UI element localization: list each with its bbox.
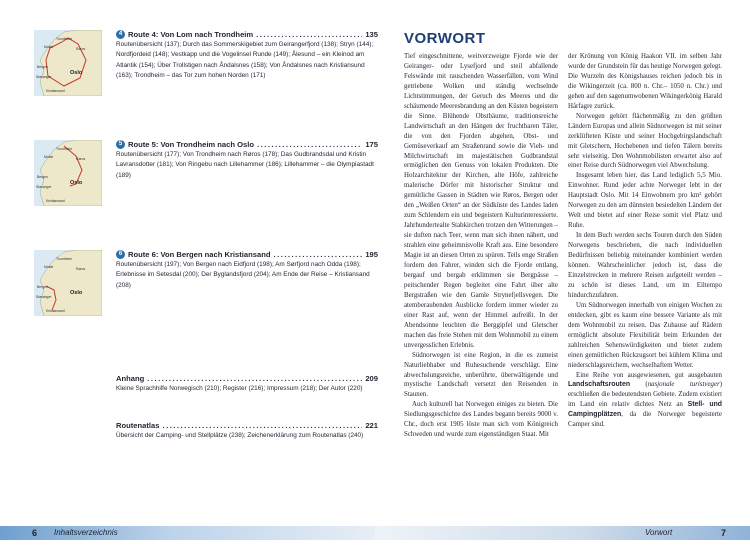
toc-entry-description: Routenübersicht (137); Durch das Sommerskigebiet zum Geirangerfjord (138); Stryn (144); Nordfjordeid (148); Vestkapp und die Vogelinsel Runde (149); Ålesund – ein Kleinod am Atlantik (154); Über Trollstigen nach Åndalsnes (158); Von Åndalsnes nach Kristiansund (163); Trondheim – das Tor zum hohen Norden (171) xyxy=(116,41,374,80)
toc-page-number[interactable]: 221 xyxy=(365,421,378,430)
map-label: Røros xyxy=(76,157,86,161)
italic-term: nasjonale turistveger xyxy=(647,381,720,389)
map-label: Kristiansand xyxy=(46,89,65,93)
text-column-left xyxy=(404,52,558,440)
toc-entry-route-4 xyxy=(34,30,378,140)
toc-entry-description: Routenübersicht (177); Von Trondheim nach Røros (178); Das Gudbrandsdal und Kristin Lavransdotter (181); Von Ringebu nach Lillehammer (186); Lillehammer – die Olympiastadt (189) xyxy=(116,151,374,179)
map-label: Kristiansand xyxy=(46,199,65,203)
paragraph: Auch kulturell hat Norwegen einiges zu bieten. Die Siedlungsgeschichte des Landes begann bereits 9000 v. Chr., doch erst 1905 löste man sich vom Königreich Schweden und wurde zum eigenständigen Staat. Mit xyxy=(404,401,558,439)
route-number-badge: 6 xyxy=(116,250,125,259)
map-label: Røros xyxy=(76,47,86,51)
map-label: Røros xyxy=(76,267,86,271)
map-label: Bergen xyxy=(37,65,48,69)
toc-entry-title[interactable]: Route 6: Von Bergen nach Kristiansand xyxy=(128,250,271,259)
paragraph: Tief eingeschnittene, weitverzweigte Fjorde wie der Geiranger- oder Lysefjord und steil abfallende Felswände mit rauschenden Wasserfällen, vom Wind getriebene Wolken und ständig wechselnde Lichtstimmungen, der Geruch des Meeres und die schäumende Meeresbrandung an den Küsten begeistern die Sinne. Blühende Obstbäume, traditionsreiche Landwirtschaft an den Hängen der fruchtbaren Täler, die von den Fjorden abgehen, Obst- und Gemüseverkauf am Straßenrand sowie die Vieh- und Milchwirtschaft im majestätischen Gudbrandstal ermöglichen den Genuss von lokalen Produkten. Die Holzarchitektur der Kirchen, alte Höfe, zahlreiche malerische Dörfer mit historischer Struktur und gemütliche Gassen in Städten wie Røros, Bergen oder den „Weißen Orten“ an der Südküste des Landes laden zum Schlendern ein und begeistern Kulturinteressierte. Jahrhundertealte Stabkirchen trotzen den Witterungen – sie duften nach Teer, wenn man sich ihnen nähert, und strahlen eine geheimnisvolle Kraft aus. Eine besondere Magie ist an diesen Orten zu spüren. Teils enge Straßen fordern den Fahrer, winden sich die Fjorde entlang, bergauf und bergab erklimmen sie Bergpässe – peitschender Regen begleitet eine Fahrt über alte Bergstraßen wie den Gamle Strynefjellsvegen. Die atemberaubenden Ausblicke fordern immer wieder zu einer Rast auf, wenn der Himmel aufreißt. In der Abendsonne leuchten die Berggipfel und Gletscher machen das freie Stehen mit dem Wohnmobil zu einem unvergesslichen Erlebnis. xyxy=(404,53,558,349)
toc-entry-route-6 xyxy=(34,250,378,360)
toc-entry-title[interactable]: Route 5: Von Trondheim nach Oslo xyxy=(128,140,255,149)
toc-entry-route-5 xyxy=(34,140,378,250)
route-map-thumbnail xyxy=(34,250,102,316)
highlight-term: Landschaftsrouten xyxy=(568,381,631,389)
dot-leader xyxy=(147,374,362,383)
map-label: Trondheim xyxy=(56,257,73,261)
map-label: Trondheim xyxy=(56,37,73,41)
dot-leader xyxy=(256,30,362,39)
toc-entry-anhang xyxy=(34,374,378,421)
dot-leader xyxy=(257,140,362,149)
text-column-right xyxy=(568,52,722,440)
text-run: Eine Reihe von ausgewiesenen, gut ausgebauten xyxy=(576,371,722,379)
toc-entry-description: Kleine Sprachhilfe Norwegisch (210); Register (216); Impressum (218); Der Autor (220) xyxy=(116,385,363,392)
route-number-badge: 4 xyxy=(116,30,125,39)
footer-right xyxy=(375,526,750,540)
toc-page-number[interactable]: 209 xyxy=(365,374,378,383)
text-run: ( xyxy=(630,381,648,389)
toc-entry-description: Routenübersicht (197); Von Bergen nach Eidfjord (198); Am Sørfjord nach Odda (198); Erlebnisse im Setesdal (200); Der Byglandsfjord (204); Am Ende der Reise – Kristiansand (208) xyxy=(116,261,370,289)
toc-entry-title[interactable]: Route 4: Von Lom nach Trondheim xyxy=(128,30,254,39)
foreword xyxy=(404,30,722,440)
map-label: Stavanger xyxy=(36,295,52,299)
paragraph: Um Südnorwegen innerhalb von einigen Wochen zu entdecken, gibt es kaum eine bessere Variante als mit dem Wohnmobil zu reisen. Das Zuhause auf Rädern ermöglicht absolute Flexibilität beim Erkunden der zahlreichen Sehenswürdigkeiten und bietet zudem einen gemütlichen Rückzugsort bei kühlem Klima und niederschlagsreichem, wechselhaftem Wetter. xyxy=(568,301,722,369)
map-label: Oslo xyxy=(70,70,83,76)
dot-leader xyxy=(162,421,362,430)
running-title-left: Inhaltsverzeichnis xyxy=(54,528,118,537)
map-label: Kristiansand xyxy=(46,309,65,313)
toc-page-number[interactable]: 175 xyxy=(365,140,378,149)
map-label: Bergen xyxy=(37,175,48,179)
toc-entry-title[interactable]: Anhang xyxy=(116,374,145,383)
table-of-contents xyxy=(34,30,378,481)
page-title: VORWORT xyxy=(404,30,486,47)
footer-left xyxy=(0,526,375,540)
map-label: Stavanger xyxy=(36,75,52,79)
highlight-term: Stell- und Campingplätzen xyxy=(568,401,722,419)
map-label: Trondheim xyxy=(56,147,73,151)
dot-leader xyxy=(273,250,362,259)
paragraph: Insgesamt leben hier, das Land lediglich 5,5 Mio. Einwohner. Rund jeder achte Norweger lebt in der Hauptstadt Oslo. Mit 14 Einwohnern pro km² gehört Norwegen zu den am dünnsten besiedelten Ländern der Welt und bietet auf einer Reise somit viel Platz und Ruhe. xyxy=(568,172,722,230)
map-label: Molde xyxy=(44,265,54,269)
map-label: Molde xyxy=(44,155,54,159)
map-label: Oslo xyxy=(70,180,83,186)
map-label: Oslo xyxy=(70,290,83,296)
page-number-left: 6 xyxy=(32,528,38,538)
toc-page-number[interactable]: 135 xyxy=(365,30,378,39)
route-map-thumbnail xyxy=(34,30,102,96)
running-title-right: Vorwort xyxy=(645,528,673,537)
toc-entry-title[interactable]: Routenatlas xyxy=(116,421,160,430)
toc-entry-description: Übersicht der Camping- und Stellplätze (238); Zeichenerklärung zum Routenatlas (240) xyxy=(116,432,364,439)
paragraph xyxy=(568,371,722,431)
map-label: Bergen xyxy=(37,285,48,289)
text-run: ) erschließen die bedeutendsten Gebiete. Zudem existiert im Land ein relativ dichtes Netz an xyxy=(568,381,722,409)
paragraph: In dem Buch werden sechs Touren durch den Süden Norwegens beschrieben, die nach individuellen Bedürfnissen beliebig miteinander kombiniert werden können. Wahrscheinlicher jedoch ist, dass die Einzelstrecken in mehrere Reisen aufgeteilt werden – zu schön ist dieses Land, um im Eiltempo hindurchzufahren. xyxy=(568,232,722,299)
paragraph: der Krönung von König Haakon VII. im selben Jahr wurde der Grundstein für das heutige Norwegen gelegt. Die Wurzeln des Königshauses reichen jedoch bis in die Wikingerzeit (ca. 800 n. Chr.– 1050 n. Chr.) und gehen auf den sagenumwobenen Wikingerkönig Harald Hårfagre zurück. xyxy=(568,53,722,110)
page-number-right: 7 xyxy=(721,528,727,538)
paragraph: Südnorwegen ist eine Region, in die es zumeist Naturliebhaber und Ruhesuchende verschlägt. Eine abwechslungsreiche, unberührte, überwältigende und mystische Landschaft versetzt den Reisenden in Staunen. xyxy=(404,351,558,399)
text-run: , da die Norweger begeisterte Camper sind. xyxy=(568,411,722,429)
route-map-thumbnail xyxy=(34,140,102,206)
toc-page-number[interactable]: 195 xyxy=(365,250,378,259)
map-label: Stavanger xyxy=(36,185,52,189)
map-label: Molde xyxy=(44,45,54,49)
paragraph: Norwegen gehört flächenmäßig zu den größten Ländern Europas und allein Südnorwegen ist mit seiner zerklüfteten Küste und seiner Hochgebirgslandschaft mit Gletschern, Hochebenen und tiefen Tälern bereits sehr vielseitig. Den Wohnmobilisten erwartet also auf einer Reise durch Südnorwegen viel Abwechslung. xyxy=(568,112,722,170)
toc-entry-routenatlas xyxy=(34,421,378,481)
route-number-badge: 5 xyxy=(116,140,125,149)
